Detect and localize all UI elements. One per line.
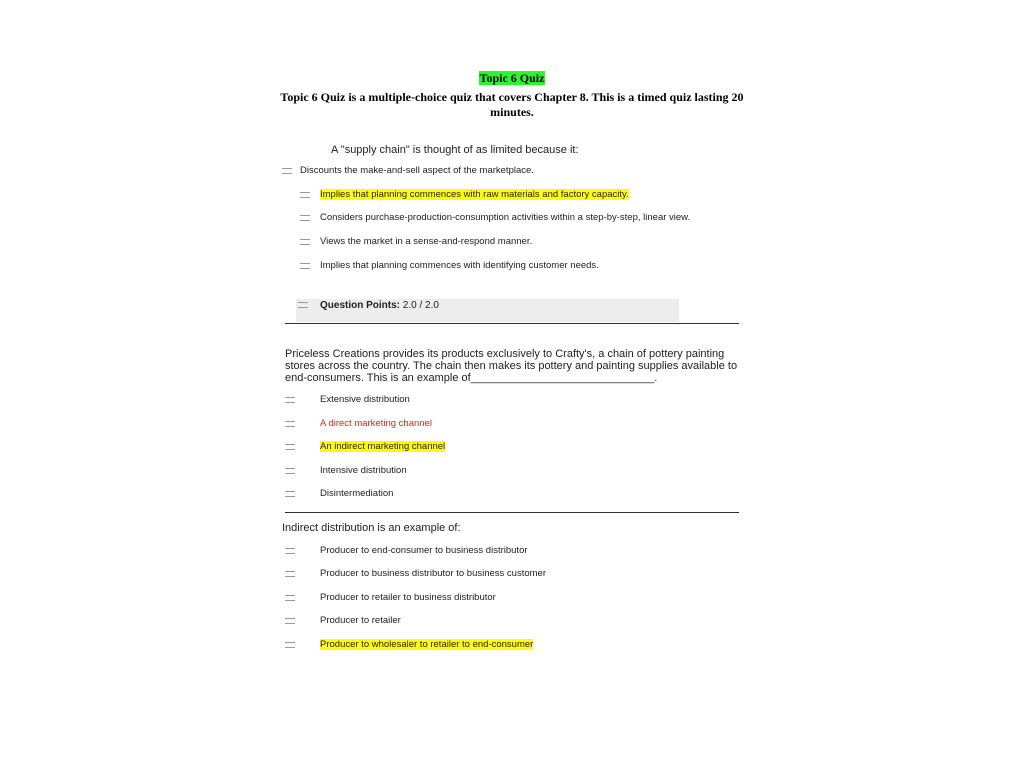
q2-option-label: Intensive distribution <box>320 465 407 476</box>
q3-option-label-correct: Producer to wholesaler to retailer to end-consumer <box>320 639 534 650</box>
q2-option-1 <box>320 394 410 406</box>
q2-question-line-1: Priceless Creations provides its products exclusively to Crafty's, a chain of pottery painting <box>285 348 725 360</box>
q3-option-label: Producer to retailer to business distributor <box>320 592 496 603</box>
q1-option-label: Implies that planning commences with identifying customer needs. <box>320 260 599 271</box>
q1-question: A "supply chain" is thought of as limited because it: <box>331 144 579 156</box>
q1-option-label: Discounts the make-and-sell aspect of the marketplace. <box>300 165 534 176</box>
question-points <box>320 300 439 312</box>
question-divider <box>285 323 739 324</box>
option-marker-icon <box>285 595 295 601</box>
option-marker-icon <box>300 263 310 269</box>
option-marker-icon <box>285 642 295 648</box>
q3-option-1 <box>320 545 528 557</box>
page-title: Topic 6 Quiz <box>479 71 545 85</box>
q3-option-4 <box>320 615 401 627</box>
q2-option-3 <box>320 441 445 453</box>
q3-option-3 <box>320 592 496 604</box>
q2-option-4 <box>320 465 407 477</box>
points-label: Question Points: <box>320 300 400 311</box>
title-wrap <box>0 69 1024 87</box>
q2-option-label: Extensive distribution <box>320 394 410 405</box>
q3-option-label: Producer to business distributor to business customer <box>320 568 546 579</box>
option-marker-icon <box>285 444 295 450</box>
option-marker-icon <box>300 192 310 198</box>
q2-question-line-3: end-consumers. This is an example of______________________________. <box>285 372 658 384</box>
q1-option-1 <box>300 165 534 177</box>
question-divider <box>285 512 739 513</box>
q3-option-label: Producer to retailer <box>320 615 401 626</box>
q1-option-3 <box>320 212 690 224</box>
option-marker-icon <box>282 168 292 174</box>
q1-option-2 <box>320 189 629 201</box>
q1-option-label: Views the market in a sense-and-respond manner. <box>320 236 533 247</box>
q2-option-5 <box>320 488 393 500</box>
option-marker-icon <box>285 571 295 577</box>
option-marker-icon <box>285 421 295 427</box>
option-marker-icon <box>285 548 295 554</box>
option-marker-icon <box>285 397 295 403</box>
q3-option-label: Producer to end-consumer to business distributor <box>320 545 528 556</box>
option-marker-icon <box>300 239 310 245</box>
option-marker-icon <box>285 618 295 624</box>
q1-option-4 <box>320 236 532 248</box>
q3-option-2 <box>320 568 546 580</box>
quiz-intro: Topic 6 Quiz is a multiple-choice quiz that covers Chapter 8. This is a timed quiz lasting 20 minutes. <box>280 90 744 119</box>
q2-question-line-2: stores across the country. The chain then makes its pottery and painting supplies available to <box>285 360 738 372</box>
q2-option-label-correct: An indirect marketing channel <box>320 441 446 452</box>
option-marker-icon <box>285 491 295 497</box>
q1-option-label-correct: Implies that planning commences with raw materials and factory capacity. <box>320 189 629 200</box>
q2-option-2 <box>320 418 432 430</box>
option-marker-icon <box>285 468 295 474</box>
q3-option-5 <box>320 639 533 651</box>
q3-question: Indirect distribution is an example of: <box>282 522 461 534</box>
q1-option-5 <box>320 260 599 272</box>
q2-option-label-selected-wrong: A direct marketing channel <box>320 418 432 429</box>
option-marker-icon <box>298 302 308 308</box>
q2-option-label: Disintermediation <box>320 488 394 499</box>
q1-option-label: Considers purchase-production-consumption activities within a step-by-step, linear view. <box>320 212 691 223</box>
points-value: 2.0 / 2.0 <box>402 300 439 311</box>
option-marker-icon <box>300 215 310 221</box>
